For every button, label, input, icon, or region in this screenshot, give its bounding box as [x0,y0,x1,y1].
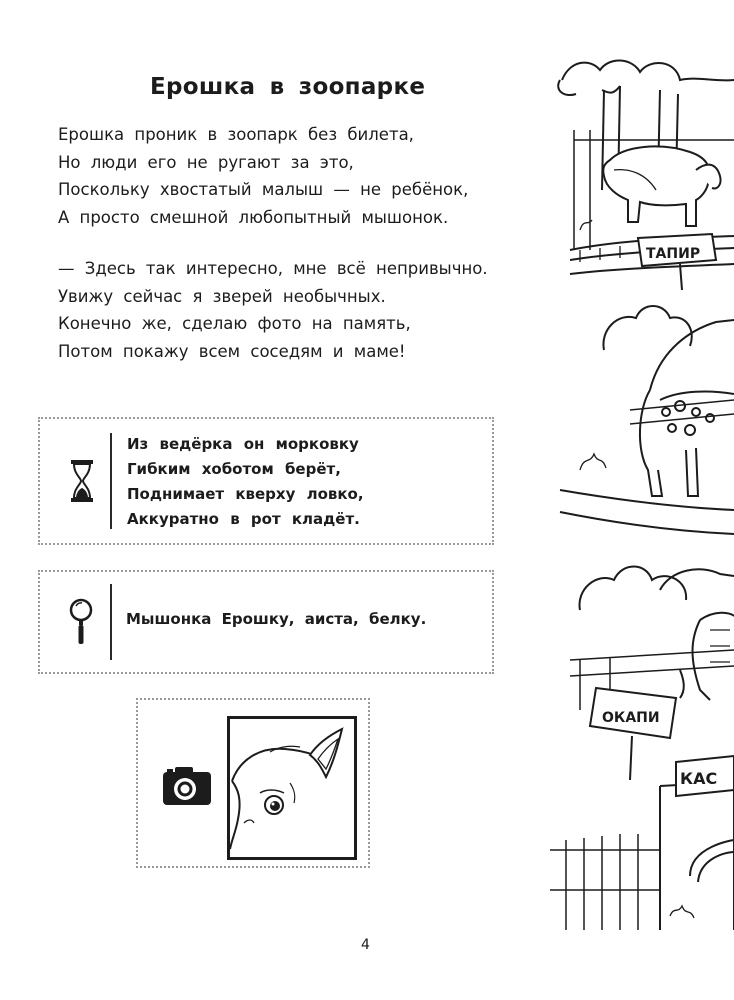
divider [110,433,112,529]
poem-line: Ерошка проник в зоопарк без билета, [58,125,414,144]
page-number: 4 [361,937,370,953]
photo-box [136,698,370,868]
riddle-line: Гибким хоботом берёт, [127,460,341,478]
poem-line: Конечно же, сделаю фото на память, [58,314,411,333]
riddle-line: Поднимает кверху ловко, [127,485,364,503]
zoo-illustration [540,50,734,930]
poem-line: — Здесь так интересно, мне всё непривычно. [58,259,488,278]
divider [110,584,112,660]
poem-line: Увижу сейчас я зверей необычных. [58,286,386,306]
camera-icon [162,766,212,806]
poem-stanza-2 [58,255,488,365]
poem-stanza-1 [58,121,468,231]
riddle-line: Аккуратно в рот кладёт. [127,510,360,528]
find-text: Мышонка Ерошку, аиста, белку. [126,610,427,628]
sign-tapir: ТАПИР [646,246,701,262]
photo-frame [227,716,357,860]
find-box [38,570,494,674]
sign-okapi: ОКАПИ [602,710,660,726]
riddle-box [38,417,494,545]
riddle-line: Из ведёрка он морковку [127,435,359,453]
magnifier-icon [68,598,94,646]
hourglass-icon [70,459,94,503]
riddle-text [127,432,364,532]
sign-kassa: КАС [680,769,718,788]
poem-line: Потом покажу всем соседям и маме! [58,341,406,361]
poem-line: Но люди его не ругают за это, [58,152,354,172]
page-title: Ерошка в зоопарке [150,74,426,100]
animal-head-drawing [230,719,354,857]
poem-line: А просто смешной любопытный мышонок. [58,207,449,227]
poem-line: Поскольку хвостатый малыш — не ребёнок, [58,180,469,199]
